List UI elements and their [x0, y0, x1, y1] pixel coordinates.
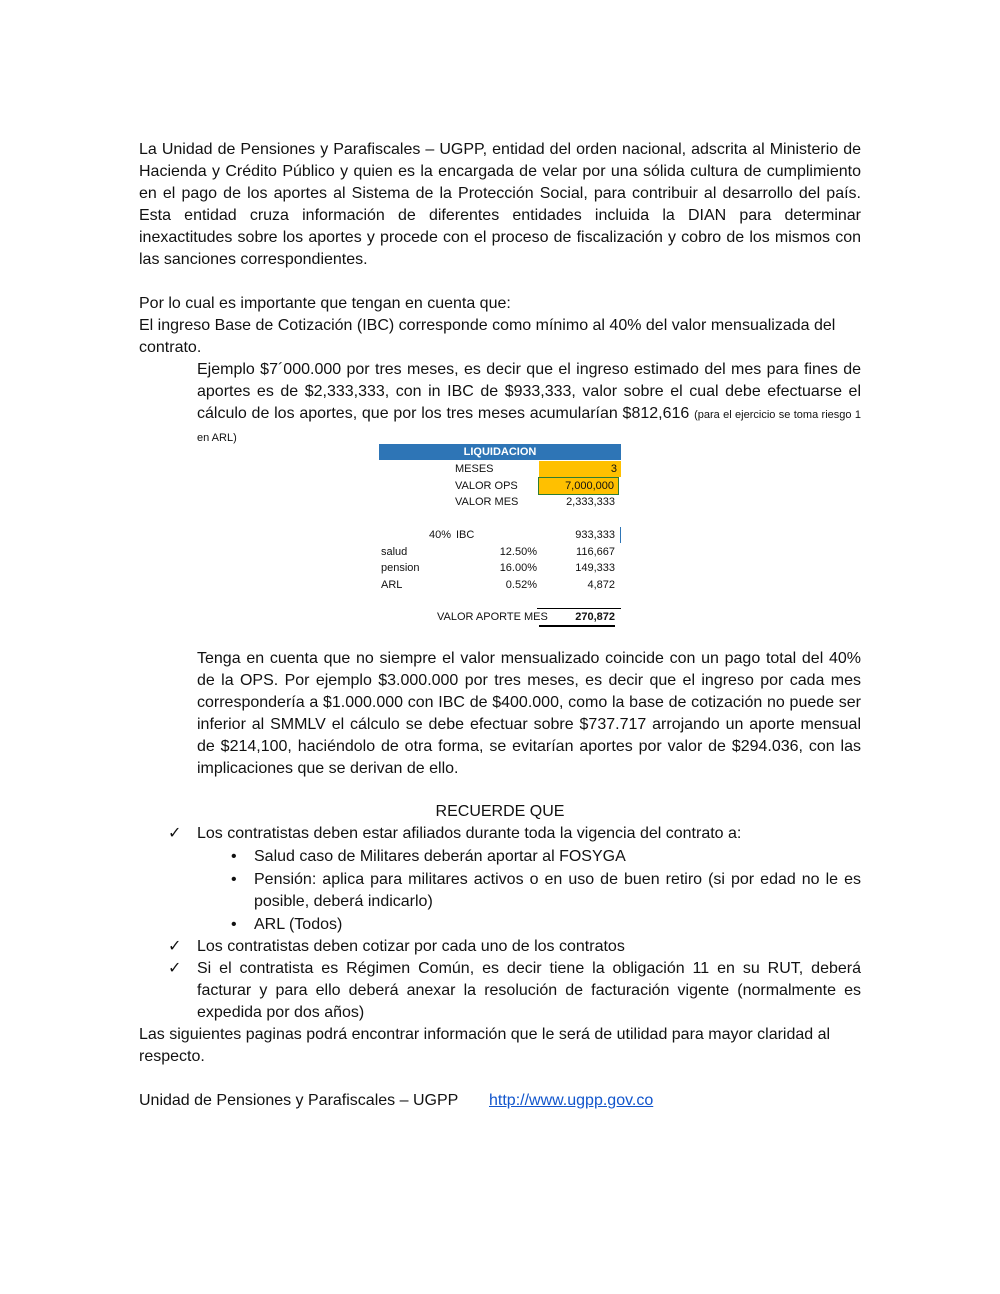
importante-line: Por lo cual es importante que tengan en cuenta que: — [139, 295, 511, 312]
ibc-label: IBC — [456, 529, 475, 541]
check-icon: ✓ — [168, 938, 182, 955]
meses-label: MESES — [455, 463, 494, 475]
ejemplo-note: (para el ejercicio se toma riesgo 1 en ARL) — [197, 409, 862, 444]
row-pension-label: pension — [381, 562, 420, 574]
siguientes-paragraph: Las siguientes paginas podrá encontrar información que le será de utilidad para mayor claridad al respecto. — [139, 1026, 831, 1065]
tenga-paragraph: Tenga en cuenta que no siempre el valor mensualizado coincide con un pago total del 40% de la OPS. Por ejemplo $3.000.000 por tres meses, es decir que el ingreso por cada mes correspondería a $1.000.000 con IBC de $400.000, como la base de cotización no puede ser inferior al SMMLV el cálculo se debe efectuar sobre $737.717 arrojando un aporte mensual de $214,100, haciéndolo de otra forma, se evitarían aportes por valor de $294.036, con las implicaciones que se derivan de ello. — [197, 650, 861, 777]
row-arl-label: ARL — [381, 579, 403, 591]
row-salud-label: salud — [381, 546, 408, 558]
recuerde-heading: RECUERDE QUE — [435, 803, 565, 820]
check-item-3: Si el contratista es Régimen Común, es decir tiene la obligación 11 en su RUT, deberá facturar y para ello deberá anexar la resolución de facturación vigente (normalmente es expedida por dos años) — [197, 960, 861, 1021]
row-arl-value: 4,872 — [587, 579, 615, 591]
bullet-item-1: Salud caso de Militares deberán aportar al FOSYGA — [254, 848, 626, 865]
bullet-icon: • — [231, 848, 237, 865]
footer-org: Unidad de Pensiones y Parafiscales – UGPP — [139, 1092, 459, 1109]
ejemplo-paragraph — [197, 359, 861, 449]
liquidacion-spreadsheet — [379, 444, 623, 634]
check-item-1: Los contratistas deben estar afiliados durante toda la vigencia del contrato a: — [197, 825, 742, 842]
bullet-icon: • — [231, 871, 237, 888]
bullet-item-3: ARL (Todos) — [254, 916, 343, 933]
ibc-value: 933,333 — [575, 529, 615, 541]
bullet-item-2: Pensión: aplica para militares activos o en uso de buen retiro (si por edad no le es posible, deberá indicarlo) — [254, 871, 861, 910]
meses-value: 3 — [539, 461, 621, 477]
cell-cursor — [620, 527, 621, 543]
row-pension-pct: 16.00% — [499, 562, 537, 574]
aporte-value: 270,872 — [539, 609, 615, 627]
valor-mes-value: 2,333,333 — [566, 496, 615, 508]
ejemplo-text: Ejemplo $7´000.000 por tres meses, es decir que el ingreso estimado del mes para fines de aportes es de $2,333,333, con in IBC de $933,333, valor sobre el cual debe efectuarse el cálculo de los aportes, que por los tres meses acumularían $812,616 — [197, 361, 861, 422]
ibc-paragraph: El ingreso Base de Cotización (IBC) corresponde como mínimo al 40% del valor mensualizada del contrato. — [139, 317, 836, 356]
valor-mes-label: VALOR MES — [455, 496, 519, 508]
sheet-title: LIQUIDACION — [379, 444, 621, 460]
check-icon: ✓ — [168, 960, 182, 977]
check-icon: ✓ — [168, 825, 182, 842]
row-salud-value: 116,667 — [576, 546, 615, 558]
check-item-2: Los contratistas deben cotizar por cada uno de los contratos — [197, 938, 625, 955]
ugpp-website-link[interactable]: http://www.ugpp.gov.co — [489, 1092, 654, 1109]
valor-ops-label: VALOR OPS — [455, 480, 518, 492]
valor-ops-value: 7,000,000 — [538, 477, 619, 495]
row-salud-pct: 12.50% — [499, 546, 537, 558]
intro-paragraph: La Unidad de Pensiones y Parafiscales – UGPP, entidad del orden nacional, adscrita al Ministerio de Hacienda y Crédito Público y quien es la encargada de velar por una sólida cultura de cumplimiento en el pago de los aportes al Sistema de la Protección Social, para contribuir al desarrollo del país. Esta entidad cruza información de diferentes entidades incluida la DIAN para determinar inexactitudes sobre los aportes y procede con el proceso de fiscalización y cobro de los mismos con las sanciones correspondientes. — [139, 141, 861, 268]
row-arl-pct: 0.52% — [505, 579, 537, 591]
ibc-pct: 40% — [429, 529, 452, 541]
row-pension-value: 149,333 — [575, 562, 615, 574]
aporte-label: VALOR APORTE MES — [437, 611, 548, 623]
bullet-icon: • — [231, 916, 237, 933]
